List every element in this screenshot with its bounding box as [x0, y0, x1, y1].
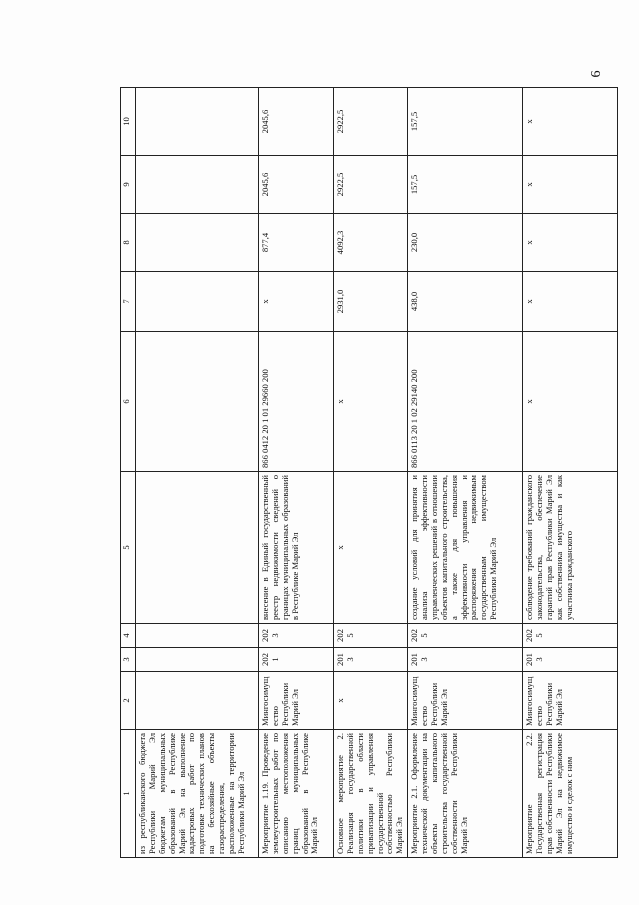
expected-result-cell: внесение в Единый государственный реестр недвижимости сведений о границах муниципальных образований в Республике Марий Эл [259, 472, 334, 624]
amount-cell: 2931,0 [334, 272, 408, 332]
activity-name-cell: из республиканского бюджета Республики Марий Эл бюджетам муниципальных образований в Республике Марий Эл на выполнение кадастровых работ по подготовке технических планов на бесхозяйные объекты газораспределения, расположенные на территории Республики Марий Эл [136, 730, 259, 858]
expected-result-cell: x [334, 472, 408, 624]
end-year-cell: 2023 [259, 624, 334, 648]
table-row [136, 88, 259, 858]
table-row [523, 88, 618, 858]
amount-cell: 230,0 [408, 214, 523, 272]
header-cell: 3 [121, 648, 136, 672]
header-cell: 8 [121, 214, 136, 272]
end-year-cell: 2025 [408, 624, 523, 648]
table-row [259, 88, 334, 858]
budget-code-cell: x [334, 332, 408, 472]
amount-cell: x [259, 272, 334, 332]
responsible-executor-cell: Мингосимущество Республики Марий Эл [408, 672, 523, 730]
amount-cell: 157,5 [408, 156, 523, 214]
activity-name-cell: Мероприятие 1.19. Проведение землеустроительных работ по описанию местоположения границ муниципальных образований в Республике Марий Эл [259, 730, 334, 858]
end-year-cell: 2025 [334, 624, 408, 648]
end-year-cell [136, 624, 259, 648]
budget-code-cell: x [523, 332, 618, 472]
amount-cell [136, 156, 259, 214]
amount-cell [136, 214, 259, 272]
amount-cell: 2922,5 [334, 156, 408, 214]
responsible-executor-cell: Мингосимущество Республики Марий Эл [523, 672, 618, 730]
expected-result-cell: соблюдение требований гражданского законодательства, обеспечение гарантий прав Республики Марий Эл как собственника имущества и как участника гражданского [523, 472, 618, 624]
expected-result-cell: создание условий для принятия и анализа эффективности управленческих решений в отношении объектов капитального строительства, а также для повышения эффективности управления и распоряжения недвижимым государственным имуществом Республики Марий Эл [408, 472, 523, 624]
start-year-cell: 2013 [334, 648, 408, 672]
amount-cell: 2045,6 [259, 88, 334, 156]
start-year-cell: 2021 [259, 648, 334, 672]
header-cell: 6 [121, 332, 136, 472]
amount-cell: 4092,3 [334, 214, 408, 272]
activity-name-cell: Мероприятие 2.2. Государственная регистрация прав собственности Республики Марий Эл на недвижимое имущество и сделок с ним [523, 730, 618, 858]
expected-result-cell [136, 472, 259, 624]
amount-cell: 2045,6 [259, 156, 334, 214]
responsible-executor-cell [136, 672, 259, 730]
end-year-cell: 2025 [523, 624, 618, 648]
table-row [334, 88, 408, 858]
amount-cell: 157,5 [408, 88, 523, 156]
amount-cell [136, 272, 259, 332]
activity-name-cell: Основное мероприятие 2. Реализация государственной политики в области приватизации и управления государственной собственностью Республики Марий Эл [334, 730, 408, 858]
header-cell: 4 [121, 624, 136, 648]
amount-cell: x [523, 214, 618, 272]
page-number: 6 [589, 70, 604, 78]
start-year-cell: 2013 [523, 648, 618, 672]
start-year-cell: 2013 [408, 648, 523, 672]
responsible-executor-cell: Мингосимущество Республики Марий Эл [259, 672, 334, 730]
amount-cell: x [523, 272, 618, 332]
amount-cell: 438,0 [408, 272, 523, 332]
activity-name-cell: Мероприятие 2.1. Оформление технической документации на объекты капитального строительства государственной собственности Республики Марий Эл [408, 730, 523, 858]
amount-cell: x [523, 156, 618, 214]
budget-code-cell: 866 0412 20 1 01 29660 200 [259, 332, 334, 472]
header-cell: 2 [121, 672, 136, 730]
amount-cell [136, 88, 259, 156]
header-cell: 9 [121, 156, 136, 214]
amount-cell: 877,4 [259, 214, 334, 272]
header-cell: 1 [121, 730, 136, 858]
start-year-cell [136, 648, 259, 672]
header-cell: 5 [121, 472, 136, 624]
rotated-table-container [120, 88, 610, 858]
program-activities-table [120, 87, 618, 858]
budget-code-cell: 866 0113 20 1 02 29140 200 [408, 332, 523, 472]
amount-cell: x [523, 88, 618, 156]
header-cell: 10 [121, 88, 136, 156]
budget-code-cell [136, 332, 259, 472]
responsible-executor-cell: x [334, 672, 408, 730]
table-row [408, 88, 523, 858]
header-cell: 7 [121, 272, 136, 332]
amount-cell: 2922,5 [334, 88, 408, 156]
header-row [121, 88, 136, 858]
